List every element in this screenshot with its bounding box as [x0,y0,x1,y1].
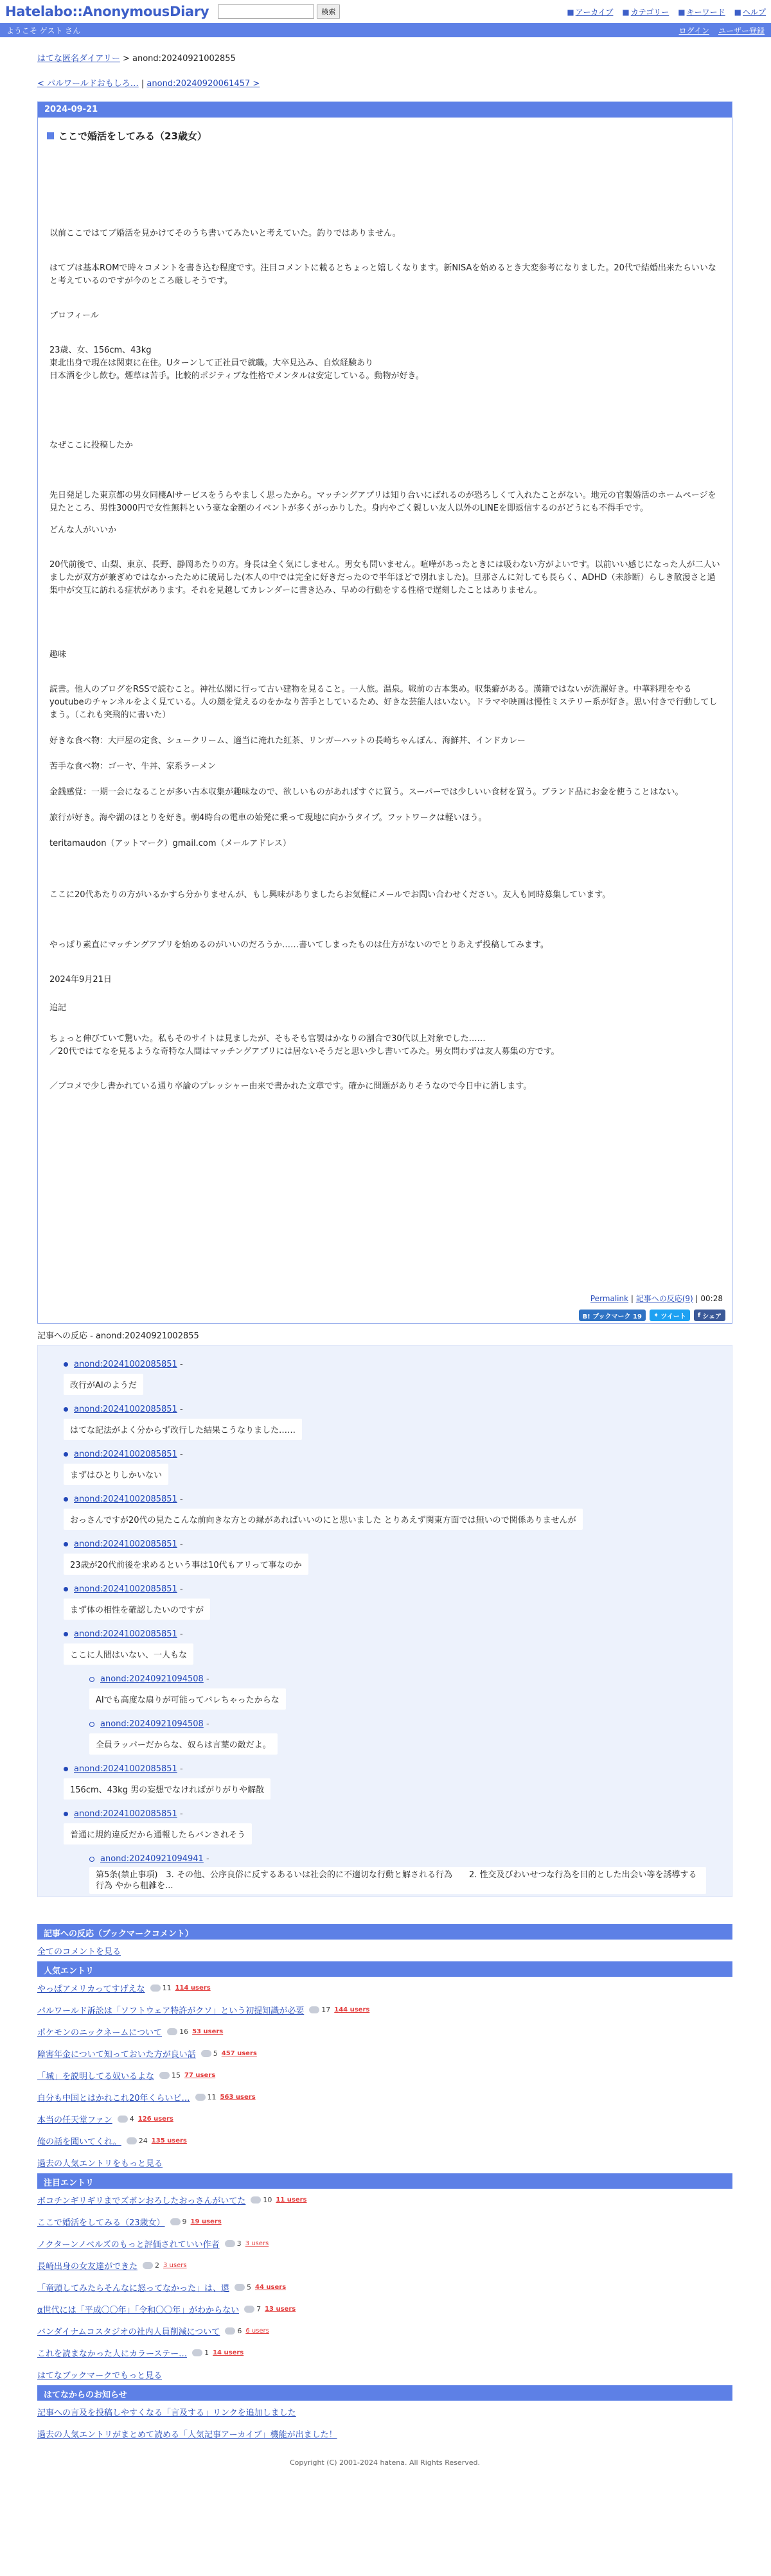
reaction-item: anond:20240921094941 - [89,1854,209,1864]
entry-title[interactable] [47,129,732,143]
comment-count-value: 17 [321,2005,331,2014]
bullet-icon [64,1812,68,1816]
popular-more-link[interactable]: 過去の人気エントリをもっと見る [37,2159,163,2169]
entry-link[interactable]: 自分も中国とはかれこれ20年くらいピ… [37,2093,190,2103]
reaction-link[interactable]: anond:20240921094508 [100,1719,204,1729]
speech-bubble-icon [118,2116,128,2123]
comment-count-value: 6 [237,2326,242,2335]
bullet-icon: ■ [622,7,630,17]
comment-count [309,2006,330,2014]
entry-footer: Permalink | 記事への反応(9) | 00:28 [590,1294,723,1303]
references-link[interactable]: 記事への反応(9) [635,1294,693,1303]
users-link[interactable]: 3 users [163,2261,187,2269]
bullet-icon [89,1677,94,1682]
entry-link[interactable]: ノクターンノベルズのもっと評価されていい作者 [37,2239,220,2250]
reaction-body: 156cm、43kg 男の妄想でなければがりがりや解散 [64,1778,270,1800]
entry-paragraph: 2024年9月21日 [49,975,112,985]
list-item [37,2151,732,2173]
reaction-body: 改行がAIのようだ [64,1374,143,1395]
entry-link[interactable]: これを読まなかった人にカラーステー… [37,2349,188,2359]
top-bar [0,0,771,23]
entry-paragraph: 追記 [49,1003,67,1013]
list-item [37,2042,732,2064]
welcome-text: ようこそ ゲスト さん [6,26,81,35]
list-item [37,2130,732,2151]
list-item [37,1977,732,1999]
bookmark-comments-heading: 記事への反応（ブックマークコメント） [37,1924,732,1940]
title-square-icon [47,132,54,139]
reaction-item: anond:20240921094508 - [89,1719,209,1729]
notice-list [37,2401,732,2444]
entry-link[interactable]: ここで婚活をしてみる（23歳女） [37,2218,165,2228]
entry-date: 2024-09-21 [38,102,732,118]
comment-count [143,2261,159,2270]
entry-paragraph: 20代前後で、山梨、東京、長野、静岡あたりの方。身長は全く気にしません。男女も問いません。喧嘩があったときには吸わない方がよいです。以前いい感じになった人が二人いましたが双方が兼ぎめではなかったために破局した(本人の中では完全に好きだったので半年ほどで別れました)。旦那さんに対しても長らく、ADHD（未診断）らしき散漫さと過集中が交互に訪れる症状があります。それを見越してカレンダーに書き込み、早めの行動をする性格で遅刻したことはありません。 [49,560,720,595]
main-content [37,51,771,2467]
list-item [37,2189,732,2211]
top-nav [567,6,766,17]
speech-bubble-icon [251,2196,261,2204]
entry-paragraph: teritamaudon（アットマーク）gmail.com（メールアドレス） [49,839,291,848]
reactions-heading: 記事への反応 - anond:20240921002855 [37,1331,199,1341]
nav-category[interactable]: カテゴリー [630,7,669,17]
bullet-icon [89,1857,94,1862]
speech-bubble-icon [127,2137,137,2144]
comment-count [159,2071,181,2080]
entry-paragraph: 先日発足した東京都の男女同棲AIサービスをうらやましく思ったから。マッチングアプリは知り合いにばれるのが恐ろしくて入れたことがない。地元の官製婚活のホームページを見たところ、男性3000円で女性無料という豪な金額のイベントが多くがっかりした。身内やごく親しい友人以外のLINEを即返信するのがどうにも不得手です。 [49,491,716,513]
reaction-body: まず体の相性を確認したいのですが [64,1599,210,1620]
reaction-item: anond:20240921094508 - [89,1674,209,1684]
reaction-link[interactable]: anond:20241002085851 [74,1539,177,1549]
user-bar [0,23,771,37]
reaction-item: anond:20241002085851 - [64,1764,183,1774]
comment-count-value: 7 [256,2304,261,2313]
reactions-tree [37,1345,732,1897]
share-label: シェア [702,1313,722,1320]
comment-count-value: 2 [155,2261,160,2270]
entry-paragraph: 好きな食べ物：大戸屋の定食、シュークリーム、適当に淹れた紅茶、リンガーハットの長崎ちゃんぽん、海鮮丼、インドカレー [49,736,526,746]
prev-entry-link[interactable]: < パルワールドおもしろ… [37,79,139,89]
entry-paragraph: 23歳、女、156cm、43kg [49,346,152,355]
comment-count-value: 16 [179,2027,189,2036]
bird-icon: ✦ [653,1311,659,1319]
comment-count-value: 15 [172,2071,181,2080]
list-item [37,2423,732,2444]
comment-count-value: 4 [129,2114,134,2123]
reaction-link[interactable]: anond:20240921094508 [100,1674,204,1684]
register-link[interactable]: ユーザー登録 [718,26,765,35]
notice-heading: はてなからのお知らせ [37,2385,732,2401]
entry-link[interactable]: パルワールド訴訟は「ソフトウェア特許がクソ」という初提知識が必要 [37,2006,305,2016]
entry-body [38,227,732,1093]
speech-bubble-icon [225,2240,235,2247]
breadcrumb [37,51,771,64]
entry-paragraph: 趣味 [49,650,67,660]
entry-link[interactable]: 本当の任天堂ファン [37,2115,112,2125]
breadcrumb-current: anond:20240921002855 [132,54,236,64]
entry-paragraph: 読書。他人のブログをRSSで読むこと。神社仏閣に行って古い建物を見ること。一人旅。温泉。戦前の古本集め。収集癖がある。漢籍ではないが洗濯好き。中華料理をやるyoutubeのチャンネルをよく見ている。人の顔を覚えるのをかなり苦手としているため、好きな芸能人はいない。ドラマや映画は慢性ミステリー系が好き。思い付きで行動してしまう。（これも突飛的に書いた） [49,685,718,720]
reaction-link[interactable]: anond:20240921094941 [100,1854,204,1864]
users-link[interactable]: 44 users [255,2283,287,2291]
login-link[interactable]: ログイン [678,26,709,35]
comment-count [225,2239,242,2248]
reaction-body: 23歳が20代前後を求めるという事は10代もアリって事なのか [64,1554,308,1575]
list-item [37,2108,732,2130]
comment-count [150,1984,172,1992]
speech-bubble-icon [225,2327,235,2335]
site-logo[interactable]: Hatelabo::AnonymousDiary [5,4,209,19]
comment-count [195,2093,217,2101]
next-entry-link[interactable]: anond:20240920061457 > [146,79,260,89]
entry-paragraph: 金銭感覚：一期一会になることが多い古本収集が趣味なので、欲しいものがあればすぐに買う。スーパーでは少しいい食材を買う。ブランド品にお金を使うことはない。 [49,787,684,797]
hatena-bookmark-button[interactable]: B! ブックマーク 19 [579,1310,646,1321]
entry-link[interactable]: ボコチンギリギリまでズボンおろしたおっさんがいてた [37,2196,246,2206]
speech-bubble-icon [244,2306,254,2313]
reaction-body: AIでも高度な扇りが可能ってバレちゃったからな [89,1688,286,1710]
attention-more-link[interactable]: はてなブックマークでもっと見る [37,2370,163,2381]
users-link[interactable]: 126 users [137,2115,173,2123]
notice-link[interactable]: 過去の人気エントリがまとめて読める「人気記事アーカイブ」機能が出ました！ [37,2430,337,2440]
users-link[interactable]: 53 users [192,2028,224,2035]
comment-count [225,2327,242,2335]
search-input[interactable] [218,4,314,19]
users-link[interactable]: 135 users [151,2137,187,2144]
bullet-icon: ■ [567,7,574,17]
speech-bubble-icon [201,2050,211,2057]
entry-paragraph: 苦手な食べ物：ゴーヤ、牛丼、家系ラーメン [49,762,216,771]
bullet-icon [64,1767,68,1771]
entry-paragraph: プロフィール [49,311,99,320]
users-link[interactable]: 563 users [220,2093,256,2101]
entry-link[interactable]: 「竜頭してみたらそんなに怒ってなかった」は、還 [37,2283,230,2293]
breadcrumb-sep: > [120,54,133,64]
bullet-icon [64,1452,68,1457]
bookmark-read-all [37,1940,732,1961]
notice-link[interactable]: 記事への言及を投稿しやすくなる「言及する」リンクを追加しました [37,2408,296,2418]
reaction-body: ここに人間はいない、一人もな [64,1643,193,1665]
entry-paragraph: ／ブコメで少し書かれている通り卒論のプレッシャー由来で書かれた文章です。確かに問題がありそうなので今日中に消します。 [49,1082,532,1091]
comment-count [251,2196,272,2204]
reaction-item: anond:20241002085851 - [64,1494,183,1504]
popular-list [37,1977,732,2173]
permalink-link[interactable]: Permalink [590,1294,629,1303]
reaction-link[interactable]: anond:20241002085851 [74,1494,177,1504]
comment-count-value: 10 [263,2195,272,2204]
list-item [37,2254,732,2276]
nav-help[interactable]: ヘルプ [742,7,766,17]
list-item [37,2232,732,2254]
breadcrumb-site[interactable]: はてな匿名ダイアリー [37,54,120,64]
users-link[interactable]: 77 users [184,2071,216,2079]
list-item [37,2320,732,2342]
bullet-icon [64,1587,68,1591]
reaction-link[interactable]: anond:20241002085851 [74,1809,177,1819]
speech-bubble-icon [170,2218,181,2225]
nav-keyword[interactable]: キーワード [686,7,725,17]
entry-paragraph: ここに20代あたりの方がいるかすら分かりませんが、もし興味がありましたらお気軽にメールでお問い合わせください。友人も同時募集しています。 [49,890,611,900]
facebook-icon: f [697,1311,701,1319]
list-item [37,2298,732,2320]
list-item [37,2363,732,2385]
comment-count-value: 11 [162,1983,172,1992]
search-button[interactable]: 検索 [317,4,340,19]
bullet-icon: ■ [678,7,686,17]
bullet-icon [64,1362,68,1367]
comment-count-value: 3 [236,2239,242,2248]
reaction-link[interactable]: anond:20241002085851 [74,1764,177,1774]
users-link[interactable]: 6 users [245,2327,269,2335]
speech-bubble-icon [167,2028,177,2035]
reaction-body: まずはひとりしかいない [64,1464,168,1485]
entry-time: 00:28 [700,1294,723,1303]
bullet-icon [64,1632,68,1636]
comment-count-value: 5 [213,2049,218,2058]
comment-count-value: 11 [207,2092,217,2101]
entry-paragraph: なぜここに投稿したか [49,441,134,450]
comment-count [118,2115,134,2123]
comment-count [235,2283,251,2291]
reaction-body: 第5条(禁止事項) 3. その他、公序良俗に反するあるいは社会的に不適切な行動と解される行為 2. 性交及びわいせつな行為を目的とした出会い等を誘導する行為 やから粗雑を... [89,1867,706,1894]
comment-count [201,2049,218,2058]
bullet-icon [89,1722,94,1727]
list-item [37,2401,732,2423]
comment-count [192,2349,209,2357]
comment-count-value: 5 [247,2282,252,2291]
list-item [37,2276,732,2298]
speech-bubble-icon [150,1985,161,1992]
list-item [37,2342,732,2363]
bullet-icon [64,1497,68,1502]
comment-count-value: 24 [138,2136,148,2145]
speech-bubble-icon [143,2262,153,2269]
tweet-button[interactable] [650,1310,690,1321]
comment-count [167,2028,188,2036]
entry-link[interactable]: 障害年金について知っておいた方が良い話 [37,2049,196,2060]
read-all-comments-link[interactable]: 全てのコメントを見る [37,1947,121,1957]
users-link[interactable]: 11 users [276,2196,307,2204]
reaction-item: anond:20241002085851 - [64,1450,183,1459]
reaction-body: おっさんですが20代の見たこんな前向きな方との縁があればいいのにと思いました とりあえず関東方面では無いので関係ありませんが [64,1509,583,1530]
users-link[interactable]: 19 users [190,2218,222,2225]
facebook-share-button[interactable] [694,1310,725,1321]
reaction-link[interactable]: anond:20241002085851 [74,1629,177,1639]
reaction-link[interactable]: anond:20241002085851 [74,1584,177,1594]
speech-bubble-icon [192,2349,202,2356]
prev-next-sep: | [138,79,147,89]
entry-link[interactable]: 長崎出身の女友達ができた [37,2261,138,2272]
nav-archive[interactable]: アーカイブ [575,7,614,17]
list-item [37,2211,732,2232]
reaction-item: anond:20241002085851 - [64,1405,183,1414]
attention-heading: 注目エントリ [37,2173,732,2189]
reaction-item: anond:20241002085851 - [64,1809,183,1819]
entry-paragraph: ちょっと伸びていて驚いた。私もそのサイトは見ましたが、そもそも官製はかなりの割合で30代以上対象でした…… [49,1034,486,1044]
users-link[interactable]: 13 users [265,2305,296,2313]
entry-link[interactable]: やっぱアメリカってすげえな [37,1984,145,1994]
entry-paragraph: 以前ここではてブ婚活を見かけてそのうち書いてみたいと考えていた。釣りではありません。 [49,229,401,238]
copyright: Copyright (C) 2001-2024 hatena. All Rights Reserved. [290,2458,480,2467]
reaction-body: 普通に規約違反だから通報したらバンされそう [64,1823,252,1844]
bullet-icon: ■ [734,7,741,17]
list-item [37,2086,732,2108]
list-item [37,2064,732,2086]
reaction-item: anond:20241002085851 - [64,1360,183,1369]
reaction-link[interactable]: anond:20241002085851 [74,1405,177,1414]
comment-count-value: 1 [204,2348,209,2357]
bullet-icon [64,1542,68,1546]
reaction-item: anond:20241002085851 - [64,1584,183,1594]
users-link[interactable]: 14 users [213,2349,244,2356]
entry-link[interactable]: 俺の話を聞いてくれ。 [37,2137,121,2147]
reaction-body: 全員ラッパーだからな、奴らは言葉の敵だよ。 [89,1733,278,1755]
entry-paragraph: やっぱり素直にマッチングアプリを始めるのがいいのだろうか……書いてしまったものは仕方がないのでとりあえず投稿してみます。 [49,940,549,950]
reaction-link[interactable]: anond:20241002085851 [74,1360,177,1369]
users-link[interactable]: 457 users [221,2049,257,2057]
popular-heading: 人気エントリ [37,1961,732,1977]
speech-bubble-icon [195,2094,206,2101]
entry-link[interactable]: ポケモンのニックネームについて [37,2028,163,2038]
speech-bubble-icon [309,2006,319,2013]
comment-count [170,2218,187,2226]
entry-paragraph: 東北出身で現在は関東に在住。Uターンして正社員で就職。大卒見込み、自炊経験あり [49,358,374,368]
users-link[interactable]: 144 users [334,2006,370,2013]
speech-bubble-icon [159,2072,170,2079]
tweet-label: ツイート [660,1313,686,1320]
list-item [37,1999,732,2020]
entry-paragraph: 日本酒を少し飲む。煙草は苦手。比較的ポジティブな性格でメンタルは安定している。動物が好き。 [49,371,424,381]
reaction-item: anond:20241002085851 - [64,1539,183,1549]
entry-paragraph: 旅行が好き。海や湖のほとりを好き。朝4時台の電車の始発に乗って現地に向かうタイプ。フットワークは軽いほう。 [49,813,487,823]
share-buttons [579,1310,725,1321]
entry-title-text: ここで婚活をしてみる（23歳女） [58,130,207,142]
attention-list [37,2189,732,2385]
users-link[interactable]: 3 users [245,2239,269,2247]
comment-count [244,2305,261,2313]
entry-link[interactable]: α世代には「平成〇〇年」「令和〇〇年」がわからない [37,2305,240,2315]
reaction-link[interactable]: anond:20241002085851 [74,1450,177,1459]
reaction-body: はてな記法がよく分からず改行した結果こうなりました…… [64,1419,302,1440]
comment-count [127,2137,148,2145]
prev-next-nav [37,76,771,89]
users-link[interactable]: 114 users [175,1984,211,1992]
entry-link[interactable]: バンダイナムコスタジオの社内人員削減について [37,2327,220,2337]
entry-article [37,101,732,1324]
entry-paragraph: はてブは基本ROMで時々コメントを書き込む程度です。注目コメントに載るとちょっと嬉しくなります。新NISAを始めるとき大変参考になりました。20代で結婚出来たらいいなと考えているのですが今のところ厳しそうです。 [49,263,716,286]
list-item [37,2020,732,2042]
reaction-item: anond:20241002085851 - [64,1629,183,1639]
bullet-icon [64,1407,68,1412]
entry-paragraph: どんな人がいいか [49,525,117,535]
comment-count-value: 9 [182,2217,187,2226]
entry-paragraph: ／20代ではてなを見るような奇特な人間はマッチングアプリには居ないそうだと思い少し書いてみた。男女問わずは友人募集の方です。 [49,1047,560,1056]
speech-bubble-icon [235,2284,245,2291]
entry-link[interactable]: 「城」を説明してる奴いるよな [37,2071,155,2081]
